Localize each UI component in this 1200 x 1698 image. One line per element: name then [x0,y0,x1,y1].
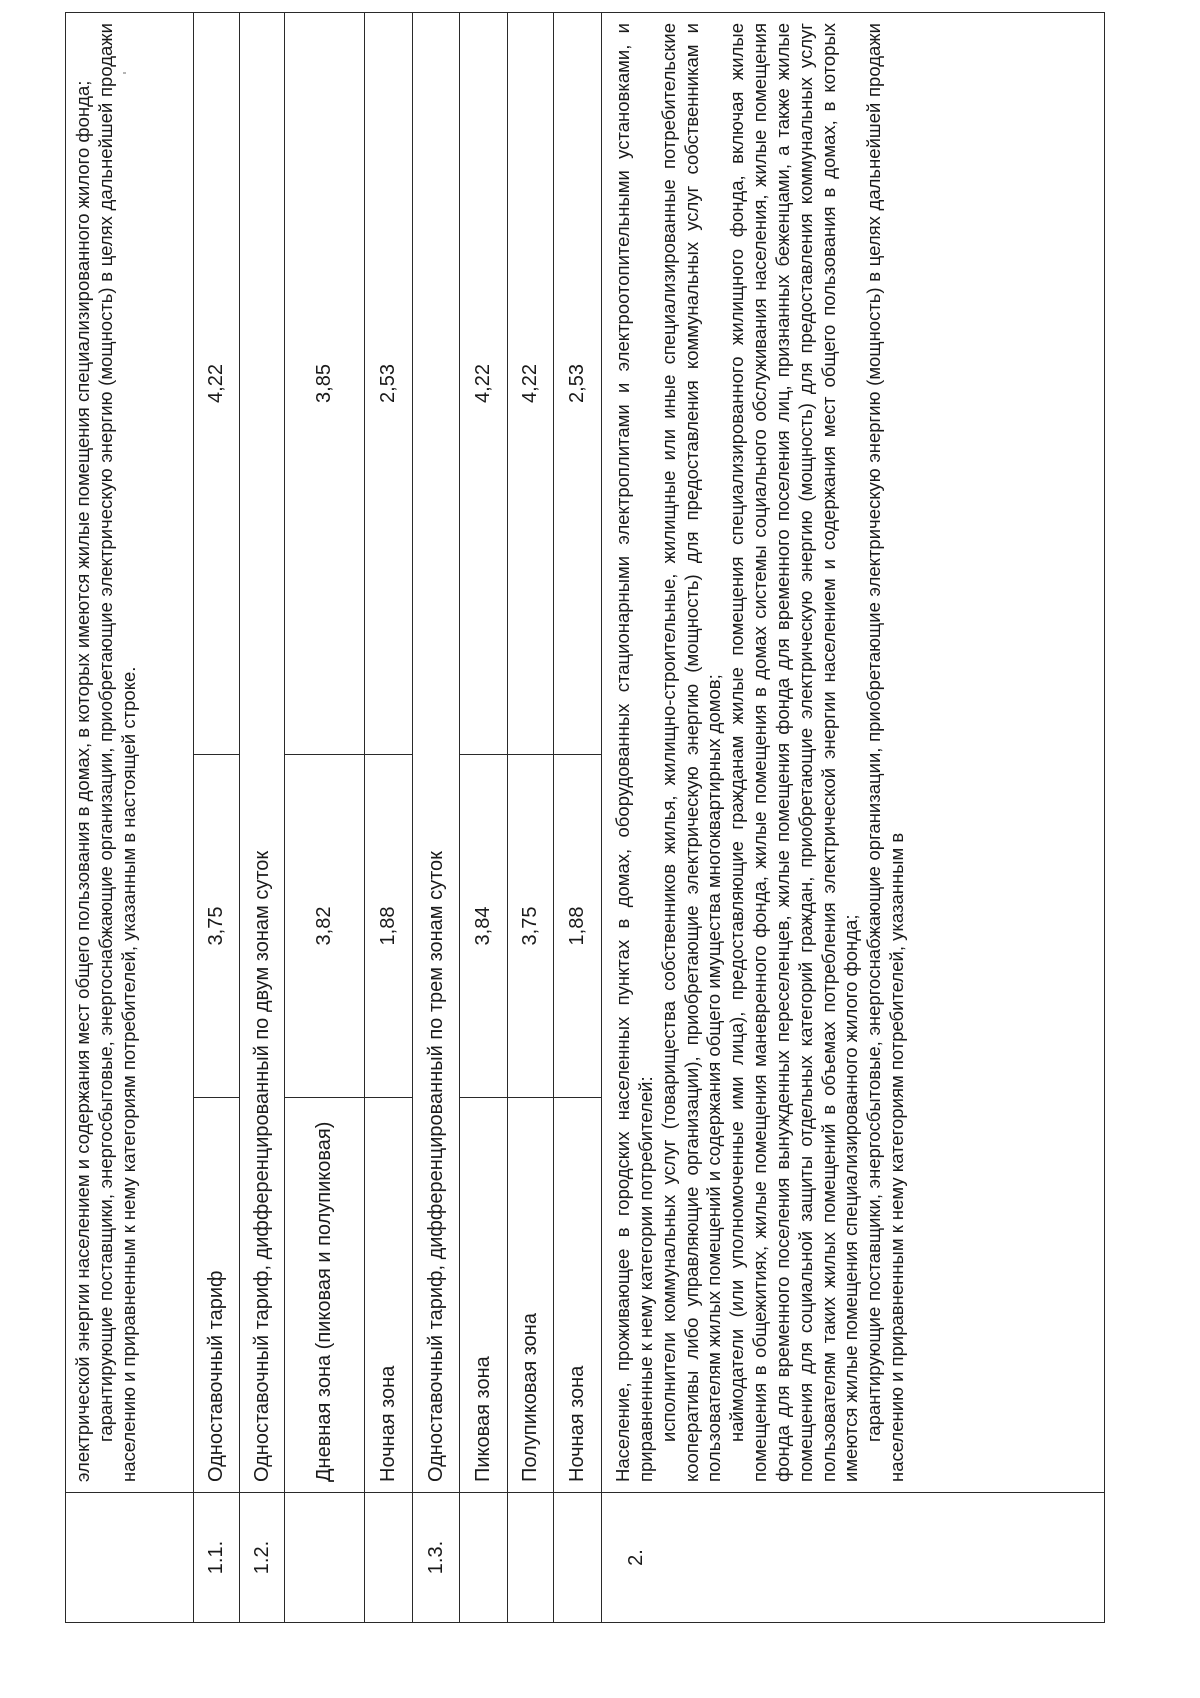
table-row [194,12,240,1622]
row-number [365,1493,413,1623]
row-number: 1.3. [413,1493,460,1623]
value-cell: 3,75 [194,755,240,1098]
row-number [66,1493,194,1623]
row-number [460,1493,508,1623]
table-row [66,12,194,1622]
rotated-page [65,13,1105,1623]
table-row [240,12,285,1622]
value-cell: 2,53 [365,12,413,754]
section-2-line: наймодатели (или уполномоченные ими лица), предоставляющие гражданам жилые помещения специализированного жилищного фонда, включая жилые помещения в общежитиях, жилые помещения маневренного фонда, жилые помещения в домах системы социального обслуживания населения, жилые помещения фонда для временного поселения вынужденных переселенцев, жилые помещения фонда для временного поселения лиц, признанных беженцами, а также жилые помещения для социальной защиты отдельных категорий граждан, приобретающие электрическую энергию (мощность) для предоставления коммунальных услуг пользователям таких жилых помещений в объемах потребления электрической энергии населением и содержания мест общего пользования в домах, в которых имеются жилые помещения специализированного жилого фонда; [726,22,862,1482]
row-number: 2. [602,1493,1105,1623]
section-2-line: Население, проживающее в городских населенных пунктах в домах, оборудованных стационарными электроплитами и электроотопительными установками, и приравненные к нему категории потребителей: [612,22,656,1482]
row-label: Ночная зона [365,1098,413,1493]
top-text-line: электрической энергии населением и содержания мест общего пользования в домах, в которых имеются жилые помещения специализированного жилого фонда; [72,80,93,1482]
table-row [413,12,460,1622]
row-label: Ночная зона [554,1098,602,1493]
row-label: Полупиковая зона [508,1098,554,1493]
value-cell: 4,22 [460,12,508,754]
section-2-text-cell [602,12,1105,1492]
row-label: Одноставочный тариф [194,1098,240,1493]
table-row [602,12,1105,1622]
value-cell: 1,88 [554,755,602,1098]
row-number [285,1493,365,1623]
row-label: Дневная зона (пиковая и полупиковая) [285,1098,365,1493]
value-cell: 2,53 [554,12,602,754]
section-header: Одноставочный тариф, дифференцированный по трем зонам суток [413,12,460,1492]
top-text-line: гарантирующие поставщики, энергосбытовые, энергоснабжающие организации, приобретающие электрическую энергию (мощность) в целях дальнейшей продажи населению и приравненным к нему категориям потребителей, указанным в настоящей строке. [94,22,139,1482]
top-text-cell [66,12,194,1492]
tariff-table [65,12,1105,1623]
table-row [285,12,365,1622]
value-cell: 4,22 [508,12,554,754]
row-number: 1.1. [194,1493,240,1623]
value-cell: 3,84 [460,755,508,1098]
table-row [508,12,554,1622]
row-number [508,1493,554,1623]
value-cell: 3,75 [508,755,554,1098]
section-2-line: гарантирующие поставщики, энергосбытовые, энергоснабжающие организации, приобретающие электрическую энергию (мощность) в целях дальнейшей продажи населению и приравненным к нему категориям потребителей, указанным в [863,22,908,1482]
table-row [554,12,602,1622]
row-label: Пиковая зона [460,1098,508,1493]
table-row [460,12,508,1622]
value-cell: 4,22 [194,12,240,754]
row-number [554,1493,602,1623]
row-number: 1.2. [240,1493,285,1623]
section-2-line: исполнители коммунальных услуг (товарищества собственников жилья, жилищно-строительные, жилищные или иные специализированные потребительские кооперативы либо управляющие организации), приобретающие электрическую энергию (мощность) для предоставления коммунальных услуг собственникам и пользователям жилых помещений и содержания общего имущества многоквартирных домов; [657,22,725,1482]
section-header: Одноставочный тариф, дифференцированный по двум зонам суток [240,12,285,1492]
value-cell: 3,85 [285,12,365,754]
table-row [365,12,413,1622]
value-cell: 3,82 [285,755,365,1098]
value-cell: 1,88 [365,755,413,1098]
